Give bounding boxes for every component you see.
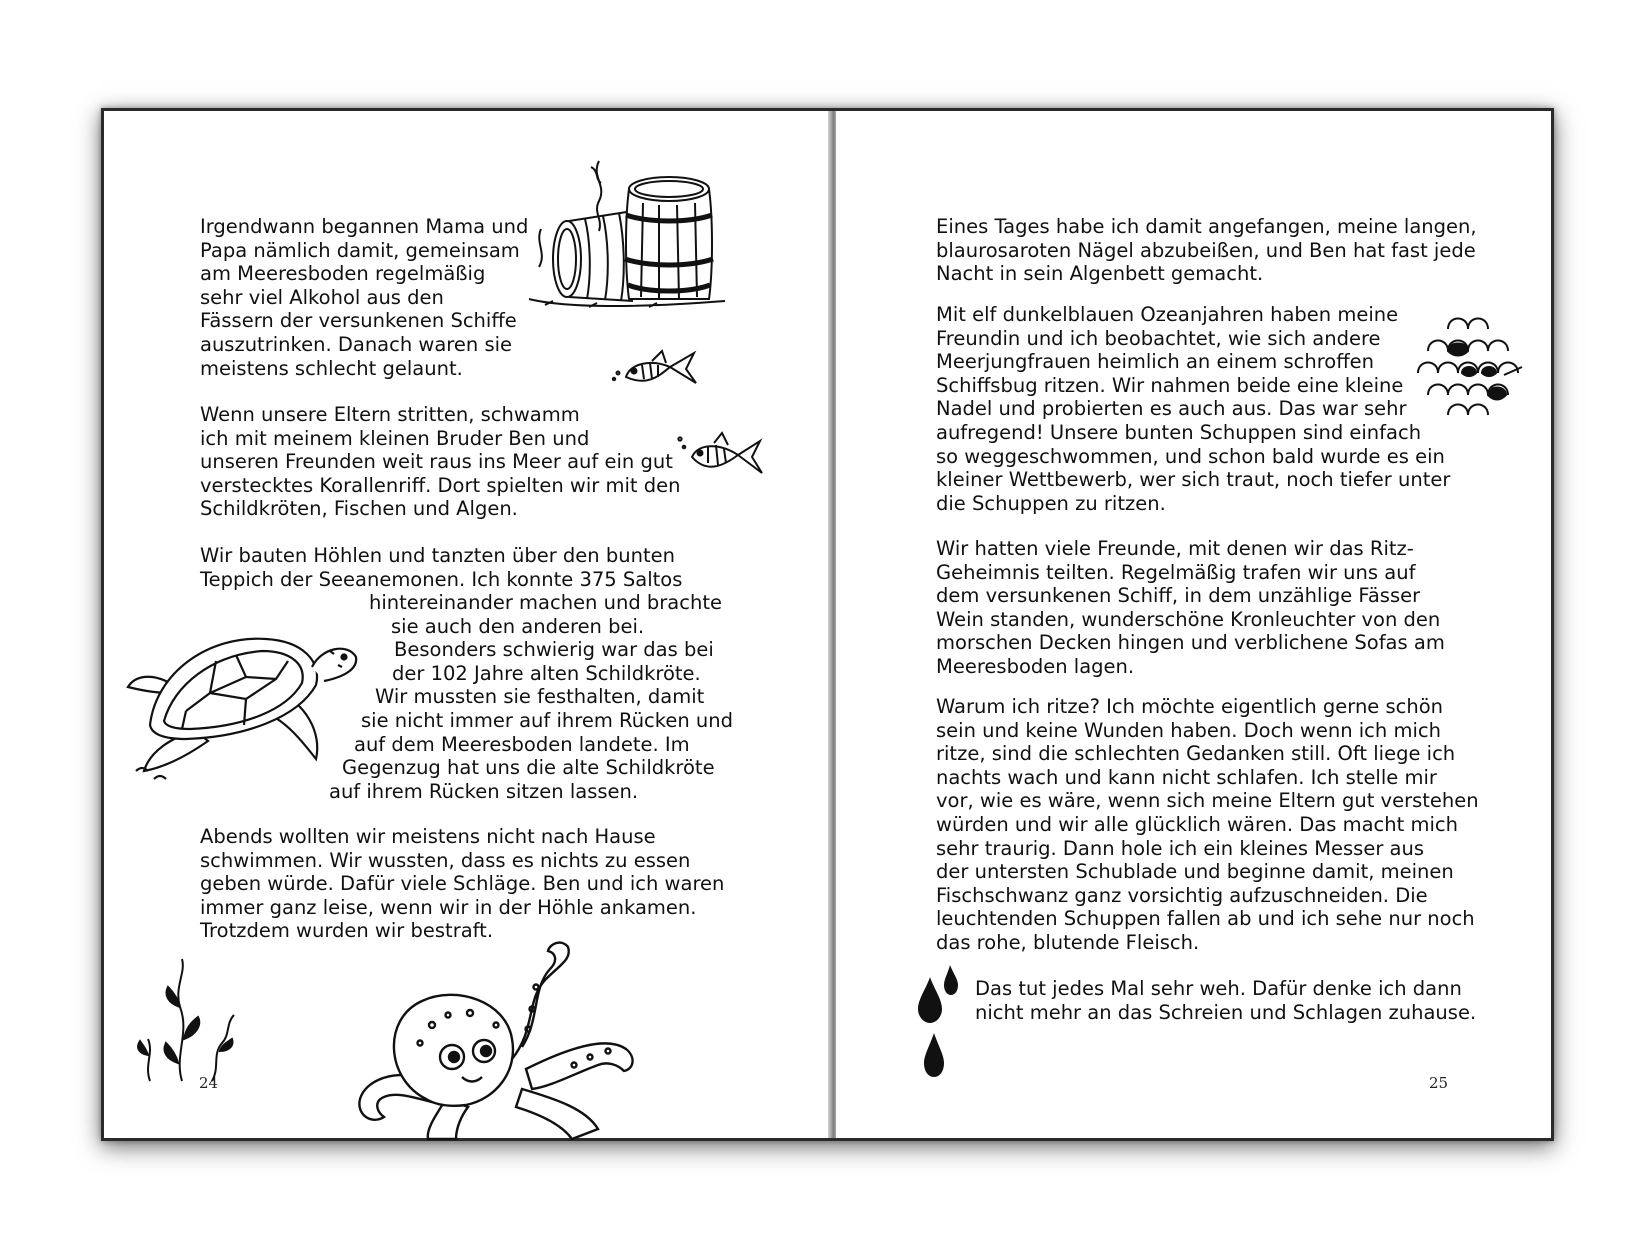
fish-scales-icon [1418,309,1526,419]
seaweed-icon [134,959,244,1081]
left-paragraph-3-line-11: auf ihrem Rücken sitzen lassen. [329,780,639,803]
left-paragraph-2: Wenn unsere Eltern stritten, schwamm ich mit meinem kleinen Bruder Ben und unseren Freunden weit raus ins Meer auf ein gut verstecktes Korallenriff. Dort spielten wir mit den Schildkröten, Fischen und Algen. [200,403,681,521]
right-paragraph-2: Mit elf dunkelblauen Ozeanjahren haben meine Freundin und ich beobachtet, wie sich andere Meerjungfrauen heimlich an einem schroffen Schiffsbug ritzen. Wir nahmen beide eine kleine Nadel und probierten es auch aus. Das war sehr aufregend! Unsere bunten Schuppen sind einfach so weggeschwommen, und schon bald wurde es ein kleiner Wettbewerb, wer sich traut, noch tiefer unter die Schuppen zu ritzen. [936,303,1451,515]
fish-icon [612,345,702,391]
right-page [836,111,1551,1138]
sea-turtle-icon [126,621,358,781]
left-paragraph-3-line-4: sie auch den anderen bei. [391,615,645,638]
left-paragraph-3-line-5: Besonders schwierig war das bei [394,638,714,661]
left-paragraph-1: Irgendwann begannen Mama und Papa nämlich damit, gemeinsam am Meeresboden regelmäßig sehr viel Alkohol aus den Fässern der versunkenen Schiffe auszutrinken. Danach waren sie meistens schlecht gelaunt. [200,215,529,380]
right-paragraph-4: Warum ich ritze? Ich möchte eigentlich gerne schön sein und keine Wunden haben. Doch wenn ich mich ritze, sind die schlechten Gedanken still. Oft liege ich nachts wach und kann nicht schlafen. Ich stelle mir vor, wie es wäre, wenn sich meine Eltern gut verstehen würden und wir alle glücklich wären. Das macht mich sehr traurig. Dann hole ich ein kleines Messer aus der untersten Schublade und beginne damit, meinen Fischschwanz ganz vorsichtig aufzuschneiden. Die leuchtenden Schuppen fallen ab und ich sehe nur noch das rohe, blutende Fleisch. [936,695,1479,954]
book-spread [101,108,1554,1141]
left-paragraph-3-line-7: Wir mussten sie festhalten, damit [375,685,705,708]
right-paragraph-1: Eines Tages habe ich damit angefangen, meine langen, blaurosaroten Nägel abzubeißen, und Ben hat fast jede Nacht in sein Algenbett gemacht. [936,215,1477,286]
fish-icon [676,431,768,481]
page-number-left: 24 [199,1074,219,1092]
right-paragraph-5: Das tut jedes Mal sehr weh. Dafür denke ich dann nicht mehr an das Schreien und Schlagen zuhause. [975,977,1477,1024]
left-paragraph-3-line-3: hintereinander machen und brachte [369,591,722,614]
blood-drops-icon [916,963,962,1081]
barrels-icon [529,159,725,309]
left-paragraph-3-line-9: auf dem Meeresboden landete. Im [354,733,690,756]
left-page [104,111,830,1138]
left-paragraph-3-line-8: sie nicht immer auf ihrem Rücken und [361,709,734,732]
page-number-right: 25 [1429,1074,1449,1092]
left-paragraph-3-line-6: der 102 Jahre alten Schildkröte. [392,662,701,685]
octopus-icon [336,939,646,1139]
left-paragraph-4: Abends wollten wir meistens nicht nach Hause schwimmen. Wir wussten, dass es nichts zu essen geben würde. Dafür viele Schläge. Ben und ich waren immer ganz leise, wenn wir in der Höhle ankamen. Trotzdem wurden wir bestraft. [200,825,725,943]
left-paragraph-3: Wir bauten Höhlen und tanzten über den bunten Teppich der Seeanemonen. Ich konnte 375 Saltos [200,544,683,591]
right-paragraph-3: Wir hatten viele Freunde, mit denen wir das Ritz- Geheimnis teilten. Regelmäßig trafen wir uns auf dem versunkenen Schiff, in dem unzählige Fässer Wein standen, wunderschöne Kronleuchter von den morschen Decken hingen und verblichene Sofas am Meeresboden lagen. [936,537,1445,678]
left-paragraph-3-line-10: Gegenzug hat uns die alte Schildkröte [342,756,715,779]
